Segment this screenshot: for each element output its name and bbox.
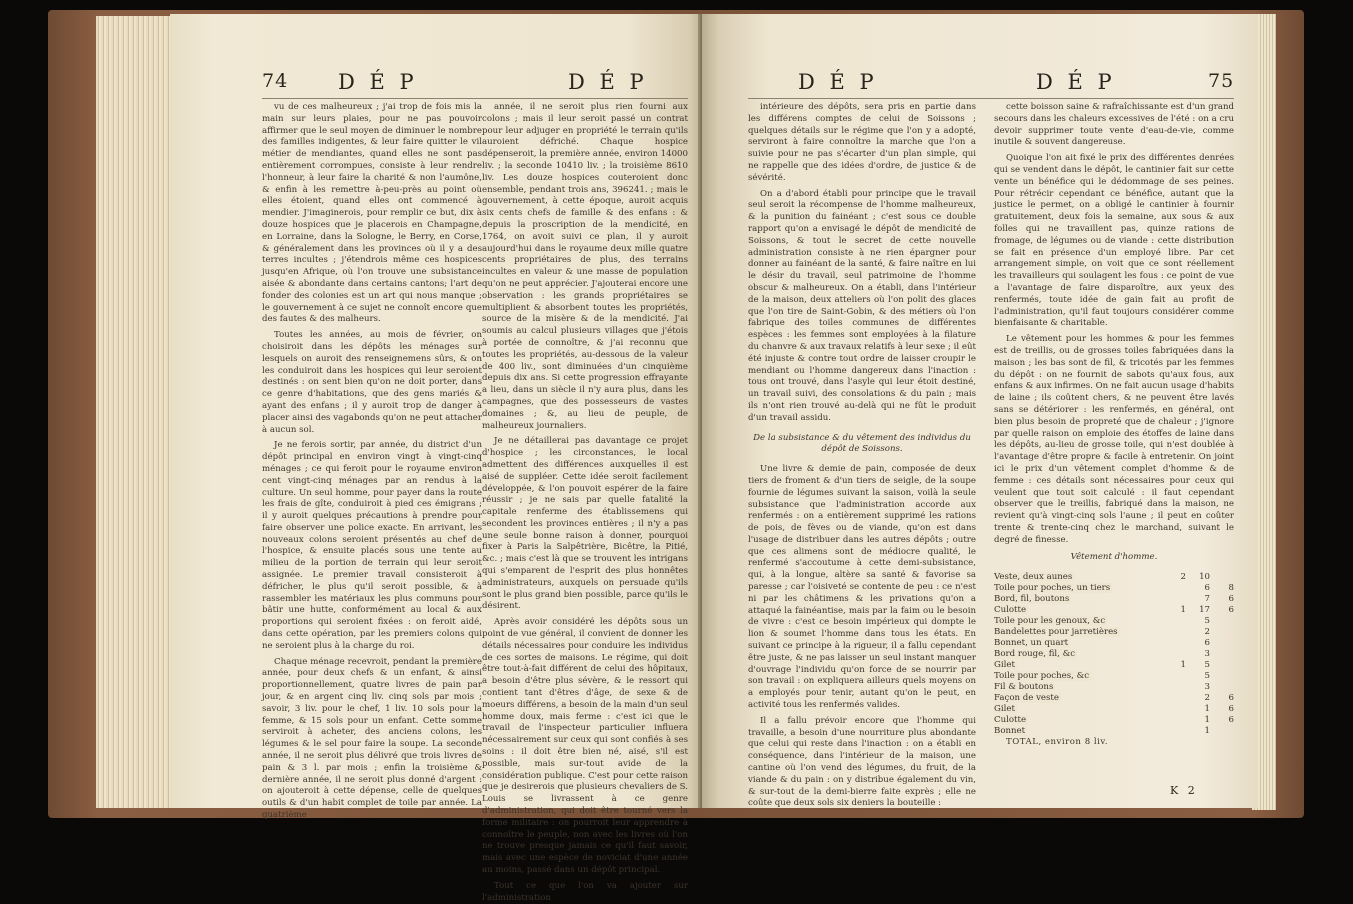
table-row xyxy=(994,726,1234,737)
item-cell xyxy=(994,605,1162,616)
table-row xyxy=(994,693,1234,704)
paragraph: Il a fallu prévoir encore que l'homme qui travaille, a besoin d'une nourriture plus abondante que celui qui reste dans l'inaction : on a établi en conséquence, dans l'intérieur de la maison, une cantine où l'on vend des légumes, du fruit, de la viande & du pain : on y distribue également du vin, & sur-tout de la demi-bierre faite exprès ; elle ne coûte que deux sols six deniers la bouteille : xyxy=(748,715,976,809)
amount-cell-b: 3 xyxy=(1204,649,1210,660)
item-cell xyxy=(994,616,1162,627)
table-heading: Vêtement d'homme. xyxy=(1070,552,1158,563)
amount-cell-c xyxy=(1210,572,1234,583)
item-label: Fil & boutons xyxy=(994,682,1054,693)
table-row xyxy=(994,583,1234,594)
item-label: Culotte xyxy=(994,715,1027,726)
item-cell xyxy=(994,594,1162,605)
amount-cell-b: 17 xyxy=(1199,605,1210,616)
amount-cell-a xyxy=(1162,583,1186,594)
amount-cell-a xyxy=(1162,638,1186,649)
item-label: Façon de veste xyxy=(994,693,1059,704)
paragraph: Chaque ménage recevroit, pendant la première année, pour deux chefs & un enfant, & ainsi proportionnellement, quatre livres de pain par jour, & en argent cinq liv. cinq sols par mois ; savoir, 3 liv. pour le chef, 1 liv. 10 sols pour la femme, & 15 sols pour un enfant. Cette somme serviroit à acheter, des anciens colons, les légumes & le sel pour faire la soupe. La seconde année, il ne seroit plus délivré que trois livres de pain & 3 l. par mois ; enfin la troisième & dernière année, il ne seroit plus donné d'argent : on ajouteroit à cette dépense, celle de quelques outils & d'un habit complet de toile par année. La quatrième xyxy=(262,656,482,821)
amount-cell-a: 1 xyxy=(1180,605,1186,616)
amount-cell-c: 6 xyxy=(1228,605,1234,616)
item-label: Gilet xyxy=(994,704,1015,715)
amount-cell-c xyxy=(1210,627,1234,638)
item-cell xyxy=(994,660,1162,671)
amount-cell-a xyxy=(1162,726,1186,737)
paragraph: vu de ces malheureux ; j'ai trop de fois mis la main sur leurs plaies, pour ne pas pouvoir affirmer que le seul moyen de diminuer le nombre des familles indigentes, & leur faire quitter le vil métier de mendiantes, quand elles ne sont pas entièrement corrompues, consiste à leur rendre l'honneur, à leur faire la charité & non l'aumône, & enfin à les remettre à-peu-près au point où elles étoient, quand elles ont commencé à mendier. J'imaginerois, pour remplir ce but, dix à douze hospices que je placerois en Champagne, en Lorraine, dans la Sologne, le Berry, en Corse, & généralement dans les provinces où il y a des terres incultes ; j'étendrois même ces hospices jusqu'en Afrique, où l'on trouve une subsistance aisée & abondante dans certains cantons; l'art de fonder des colonies est un art qui nous manque ; le gouvernement à ce sujet ne connoît encore que des fautes & des malheurs. xyxy=(262,102,482,325)
running-head-left: D É P xyxy=(798,70,878,94)
amount-cell-a xyxy=(1162,704,1186,715)
amount-cell-b: 1 xyxy=(1204,726,1210,737)
amount-cell-a xyxy=(1162,715,1186,726)
item-label: Veste, deux aunes xyxy=(994,572,1073,583)
running-head-right: D É P xyxy=(568,70,648,94)
amount-cell-a xyxy=(1162,616,1186,627)
amount-cell-b: 5 xyxy=(1204,671,1210,682)
table-row xyxy=(994,594,1234,605)
page-edges-left xyxy=(96,16,178,808)
item-label: Gilet xyxy=(994,660,1015,671)
item-label: Toile pour poches, un tiers xyxy=(994,583,1111,594)
paragraph: Le vêtement pour les hommes & pour les femmes est de treillis, ou de grosses toiles fabriquées dans la maison ; les bas sont de fil, & tricotés par les femmes du dépôt : on ne fournit de sabots qu'aux fous, aux enfans & aux infirmes. On ne fait aucun usage d'habits de laine ; ils coûtent chers, & ne peuvent être lavés sans se détériorer : les renfermés, en général, ont bien plus besoin de propreté que de chaleur ; j'ignore par quelle raison on emploie des étoffes de laine dans les dépôts, au-lieu de grosse toile, qui n'est doublée à l'avantage d'être propre & facile à entretenir. On joint ici le prix d'un vêtement complet d'homme & de femme : ces détails sont nécessaires pour ceux qui veulent que tout soit calculé : il faut cependant observer que le treillis, fabriqué dans la maison, ne revient qu'à vingt-cinq sols l'aune ; il peut en coûter trente & trente-cinq chez le marchand, suivant le degré de finesse. xyxy=(994,334,1234,545)
item-label: Bandelettes pour jarretières xyxy=(994,627,1118,638)
signature-mark: K 2 xyxy=(1170,784,1198,797)
amount-cell-c: 8 xyxy=(1228,583,1234,594)
table-row xyxy=(994,572,1234,583)
clothing-price-table xyxy=(994,572,1234,737)
table-row xyxy=(994,704,1234,715)
item-label: Bonnet xyxy=(994,726,1026,737)
amount-cell-a xyxy=(1162,682,1186,693)
header-rule xyxy=(748,98,1234,99)
paragraph: Toutes les années, au mois de février, on choisiroit dans les dépôts les ménages sur lesquels on auroit des renseignemens sûrs, & on les conduiroit dans les hospices qui leur seroient destinés : on sent bien qu'on ne doit porter, dans ce genre d'habitations, que des gens mariés & ayant des enfans ; il y auroit trop de danger à placer ainsi des vagabonds qu'on ne peut attacher à aucun sol. xyxy=(262,330,482,435)
paragraph: Une livre & demie de pain, composée de deux tiers de froment & d'un tiers de seigle, de la soupe fournie de légumes suivant la saison, voilà la seule subsistance que l'administration accorde aux renfermés : on a entièrement supprimé les rations de pois, de fèves ou de viande, qu'on est dans l'usage de distribuer dans les autres dépôts ; outre que ces alimens sont de médiocre qualité, le renfermé s'accoutume à cette demi-subsistance, qui, à la longue, altère sa santé & favorise sa paresse ; car l'oisiveté se contente de peu : ce n'est ni par les châtimens & les privations qu'on a attaqué la fainéantise, mais par la faim ou le besoin de vivre : c'est ce besoin impérieux qui dompte le lion & soumet l'homme dans tous les états. En suivant ce principe à la rigueur, il a fallu cependant être juste, & ne pas laisser un seul instant manquer d'ouvrage l'individu qu'on force de se nourrir par son travail : on expliquera ailleurs quels moyens on a employés pour tenir, autant qu'on le peut, en activité tous les renfermés valides. xyxy=(748,464,976,711)
amount-cell-a xyxy=(1162,693,1186,704)
total-line: TOTAL, environ 8 liv. xyxy=(1006,737,1108,748)
amount-cell-b: 5 xyxy=(1204,660,1210,671)
amount-cell-c xyxy=(1210,660,1234,671)
table-row xyxy=(994,627,1234,638)
paragraph: Quoique l'on ait fixé le prix des différentes denrées qui se vendent dans le dépôt, le cantinier fait sur cette vente un bénéfice qui le dédommage de ses peines. Pour rétrécir cependant ce bénéfice, autant que la justice le permet, on a obligé le cantinier à fournir gratuitement, deux fois la semaine, aux sous & aux folles qui ne travaillent pas, quinze rations de fromage, de légumes ou de viande : cette distribution se fait en présence d'un employé libre. Par cet arrangement simple, on voit que ce sont réellement les travailleurs qui soulagent les fous : ce point de vue a l'avantage de faire disparoître, aux yeux des renfermés, toute idée de gain fait au profit de l'administration, qu'il faut toujours considérer comme bienfaisante & charitable. xyxy=(994,153,1234,329)
paragraph: Après avoir considéré les dépôts sous un point de vue général, il convient de donner les détails nécessaires pour conduire les individus de ces sortes de maisons. Le régime, qui doit être tout-à-fait différent de celui des hôpitaux, a besoin d'être plus sévère, & le ressort qui contient tant d'êtres d'âge, de sexe & de moeurs différens, a besoin de la main d'un seul homme doux, mais ferme : c'est ici que le travail de l'inspecteur particulier influera nécessairement sur ceux qui sont confiés à ses soins : il doit être bien né, aisé, s'il est possible, mais sur-tout avide de la considération publique. C'est pour cette raison que je desirerois que plusieurs chevaliers de S. Louis se livrassent à ce genre d'administration, qui doit être tourné vers la forme militaire : on pourroit leur apprendre à connoître le peuple, non avec les livres où l'on ne trouve presque jamais ce qu'il faut savoir, mais avec une espèce de noviciat d'une année au moins, passé dans un dépôt principal. xyxy=(482,617,688,875)
text-column-1 xyxy=(262,102,482,821)
amount-cell-c xyxy=(1210,671,1234,682)
amount-cell-c: 6 xyxy=(1228,693,1234,704)
amount-cell-c: 6 xyxy=(1228,594,1234,605)
amount-cell-a xyxy=(1162,671,1186,682)
item-cell xyxy=(994,572,1162,583)
item-label: Toile pour les genoux, &c xyxy=(994,616,1106,627)
item-cell xyxy=(994,715,1162,726)
text-column-1 xyxy=(748,102,976,809)
running-head-left: D É P xyxy=(338,70,418,94)
amount-cell-b: 6 xyxy=(1204,583,1210,594)
table-row xyxy=(994,616,1234,627)
item-cell xyxy=(994,671,1162,682)
amount-cell-c: 6 xyxy=(1228,704,1234,715)
item-cell xyxy=(994,704,1162,715)
page-number: 75 xyxy=(1208,70,1235,92)
amount-cell-c xyxy=(1210,638,1234,649)
amount-cell-c xyxy=(1210,649,1234,660)
amount-cell-b: 1 xyxy=(1204,715,1210,726)
amount-cell-b: 7 xyxy=(1204,594,1210,605)
item-label: Bonnet, un quart xyxy=(994,638,1069,649)
paragraph: cette boisson saine & rafraîchissante est d'un grand secours dans les chaleurs excessives de l'été : on a cru devoir supprimer toute vente d'eau-de-vie, comme inutile & souvent dangereuse. xyxy=(994,102,1234,148)
amount-cell-c xyxy=(1210,726,1234,737)
table-row xyxy=(994,605,1234,616)
item-cell xyxy=(994,638,1162,649)
item-cell xyxy=(994,693,1162,704)
paragraph: année, il ne seroit plus rien fourni aux colons ; mais il leur seroit passé un contrat pour leur adjuger en propriété le terrain qu'ils auroient défriché. Chaque hospice dépenseroit, la première année, environ 14000 liv. ; la seconde 10410 liv. ; la troisième 8610 liv. Les douze hospices couteroient donc ensemble, pendant trois ans, 396241. ; mais le gouvernement, à cette époque, auroit acquis six cents chefs de famille & des enfans : & depuis la proscription de la mendicité, en 1764, on avoit suivi ce plan, il y auroit aujourd'hui dans le royaume deux mille quatre cents propriétaires de plus, des terrains incultes en valeur & une masse de population qu'on ne peut apprécier. J'ajouterai encore une observation : les grands propriétaires se multiplient & absorbent toutes les propriétés, source de la misère & de la mendicité. J'ai soumis au calcul plusieurs villages que j'étois à portée de connoître, & j'ai reconnu que toutes les propriétés, au-dessous de la valeur de 400 liv., sont diminuées d'un cinquième depuis dix ans. Si cette progression effrayante a lieu, dans un siècle il n'y aura plus, dans les campagnes, que des possesseurs de vastes domaines ; &, au lieu de peuple, de malheureux journaliers. xyxy=(482,102,688,431)
table-row xyxy=(994,649,1234,660)
amount-cell-b: 2 xyxy=(1204,693,1210,704)
amount-cell-c: 6 xyxy=(1228,715,1234,726)
item-cell xyxy=(994,649,1162,660)
item-cell xyxy=(994,726,1162,737)
item-cell xyxy=(994,627,1162,638)
amount-cell-a xyxy=(1162,627,1186,638)
paragraph: Tout ce que l'on va ajouter sur l'administration xyxy=(482,880,688,903)
amount-cell-a xyxy=(1162,594,1186,605)
paragraph: Je ne ferois sortir, par année, du district d'un dépôt principal en environ vingt à vingt-cinq ménages ; ce qui feroit pour le royaume environ cent vingt-cinq ménages par an rendus à la culture. Un seul homme, pour payer dans la route les frais de gîte, conduiroit à pied ces émigrans ; il y auroit quelques précautions à prendre pour faire observer une police exacte. En arrivant, les nouveaux colons seroient présentés au chef de l'hospice, & ensuite placés sous une tente au milieu de la portion de terrain qui leur seroit assignée. Le premier travail consisteroit à défricher, le plus qu'il seroit possible, & à rassembler les matériaux les plus communs pour bâtir une hutte, conformément au local & aux proportions qui seroient fixées : on feroit aidé, dans cette opération, par les premiers colons qui ne seroient plus à la charge du roi. xyxy=(262,440,482,651)
amount-cell-a: 1 xyxy=(1180,660,1186,671)
section-title: De la subsistance & du vêtement des individus du dépôt de Soissons. xyxy=(753,432,971,455)
table-row xyxy=(994,682,1234,693)
amount-cell-c xyxy=(1210,616,1234,627)
amount-cell-a xyxy=(1162,649,1186,660)
amount-cell-b: 1 xyxy=(1204,704,1210,715)
amount-cell-c xyxy=(1210,682,1234,693)
table-row xyxy=(994,671,1234,682)
item-label: Bord, fil, boutons xyxy=(994,594,1070,605)
amount-cell-b: 3 xyxy=(1204,682,1210,693)
amount-cell-b: 5 xyxy=(1204,616,1210,627)
amount-cell-b: 2 xyxy=(1204,627,1210,638)
paragraph: intérieure des dépôts, sera pris en partie dans les différens comptes de celui de Soissons ; quelques détails sur le régime que l'on y a adopté, serviront à faire connoître la marche que l'on a suivie pour ne pas s'écarter d'un plan simple, qui ne rappelle que des idées d'ordre, de justice & de sévérité. xyxy=(748,102,976,183)
item-label: Toile pour poches, &c xyxy=(994,671,1090,682)
page-number: 74 xyxy=(262,70,289,92)
text-column-2 xyxy=(994,102,1234,792)
right-page xyxy=(702,14,1258,808)
paragraph: On a d'abord établi pour principe que le travail seul seroit la récompense de l'homme malheureux, & la punition du fainéant ; c'est sous ce double rapport qu'on a envisagé le dépôt de mendicité de Soissons, & tout le secret de cette nouvelle administration consiste à ne rien épargner pour donner au fainéant de la santé, & faire naître en lui le désir du travail, seul patrimoine de l'homme obscur & malheureux. On a établi, dans l'intérieur de la maison, deux atteliers où l'on polit des glaces que l'on tire de Saint-Gobin, & des métiers où l'on fabrique des toiles communes de différentes espèces : les femmes sont employées à la filature du chanvre & aux travaux relatifs à leur sexe ; il eût été injuste & contre tout ordre de laisser croupir le mendiant ou l'homme dangereux dans l'inaction : tous ont trouvé, dans l'asyle qui leur étoit destiné, un travail suivi, des consolations & du pain ; mais ils n'ont rien trouvé au-delà qui ne fût le produit d'un travail assidu. xyxy=(748,188,976,423)
paragraph: Je ne détaillerai pas davantage ce projet d'hospice ; les circonstances, le local admettent des différences auxquelles il est aisé de suppléer. Cette idée seroit facilement développée, & l'on pouvoit espérer de la faire réussir ; je ne sais par quelle fatalité la capitale renferme des établissemens qui secondent les provinces entières ; il n'y a pas une seule bonne raison à donner, pourquoi fixer à Paris la Salpêtrière, Bicêtre, la Pitié, &c. ; mais c'est là que se trouvent les intrigans qui s'emparent de l'esprit des plus honnêtes administrateurs, auxquels on persuade qu'ils sont le plus grand bien possible, parce qu'ils le désirent. xyxy=(482,436,688,612)
header-rule xyxy=(262,98,688,99)
running-head-right: D É P xyxy=(1036,70,1116,94)
amount-cell-a: 2 xyxy=(1180,572,1186,583)
item-cell xyxy=(994,682,1162,693)
item-cell xyxy=(994,583,1162,594)
item-label: Bord rouge, fil, &c xyxy=(994,649,1076,660)
table-row xyxy=(994,660,1234,671)
left-page xyxy=(170,14,706,903)
item-label: Culotte xyxy=(994,605,1027,616)
amount-cell-b: 10 xyxy=(1199,572,1210,583)
table-row xyxy=(994,638,1234,649)
amount-cell-b: 6 xyxy=(1204,638,1210,649)
table-row xyxy=(994,715,1234,726)
text-column-2 xyxy=(482,102,688,903)
